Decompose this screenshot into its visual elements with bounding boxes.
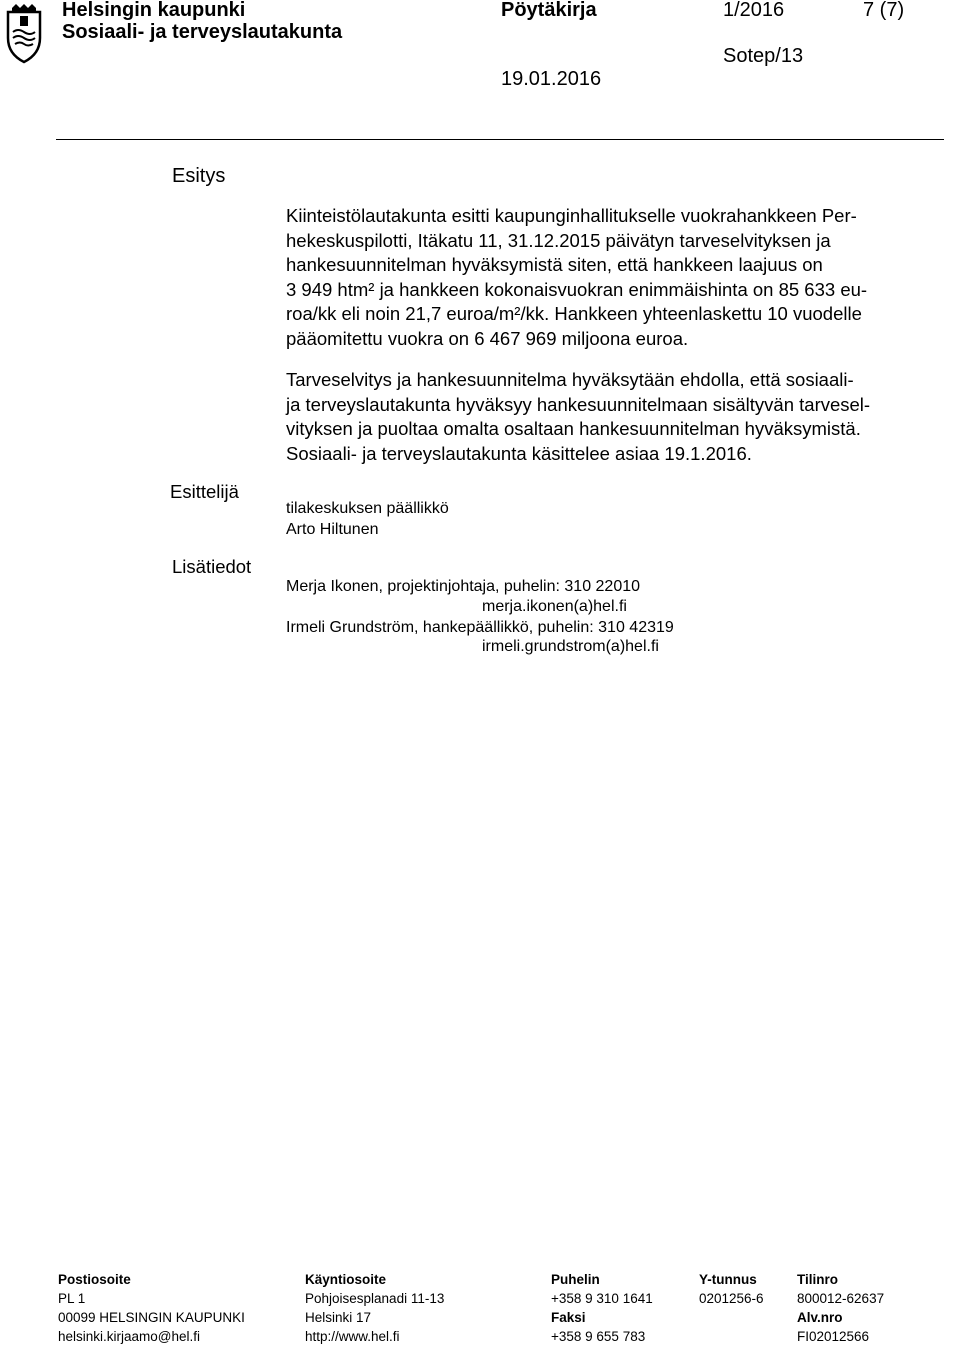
header-org: Helsingin kaupunki <box>62 0 246 21</box>
header-doc-number: 1/2016 <box>723 0 785 21</box>
header-unit: Sosiaali- ja terveyslautakunta <box>62 21 343 43</box>
text-line: hekeskuspilotti, Itäkatu 11, 31.12.2015 päivätyn tarveselvityksen ja <box>286 229 831 251</box>
esitys-paragraph-1 <box>286 204 867 351</box>
contact-2-email: irmeli.grundstrom(a)hel.fi <box>482 638 659 655</box>
footer-kayntiosoite <box>305 1270 444 1346</box>
footer-postiosoite <box>58 1270 245 1346</box>
helsinki-crest-logo <box>2 4 46 64</box>
header-divider <box>56 139 944 140</box>
text-line: 3 949 htm² ja hankkeen kokonaisvuokran enimmäishinta on 85 633 eu- <box>286 278 868 300</box>
section-label-esitys: Esitys <box>172 165 226 187</box>
text-line: pääomitettu vuokra on 6 467 969 miljoona euroa. <box>286 327 689 349</box>
footer-line: http://www.hel.fi <box>305 1329 400 1344</box>
header-page-number: 7 (7) <box>863 0 905 21</box>
footer-line: 0201256-6 <box>699 1291 764 1306</box>
footer-line: Pohjoisesplanadi 11-13 <box>305 1291 445 1306</box>
footer-label: Faksi <box>551 1310 586 1325</box>
text-line: Sosiaali- ja terveyslautakunta käsittelee asiaa 19.1.2016. <box>286 442 752 464</box>
footer-tilinro <box>797 1270 884 1346</box>
footer-line: FI02012566 <box>797 1329 870 1344</box>
footer-line: 800012-62637 <box>797 1291 885 1306</box>
footer-line: +358 9 655 783 <box>551 1329 646 1344</box>
esitys-paragraph-2 <box>286 368 870 466</box>
presenter-name: Arto Hiltunen <box>286 521 379 538</box>
text-line: vityksen ja puoltaa omalta osaltaan hankesuunnitelman hyväksymistä. <box>286 418 861 439</box>
header-date: 19.01.2016 <box>501 68 602 90</box>
text-line: ja terveyslautakunta hyväksyy hankesuunnitelmaan sisältyvän tarvesel- <box>286 393 871 415</box>
presenter-title: tilakeskuksen päällikkö <box>286 500 449 517</box>
footer-line: PL 1 <box>58 1291 86 1306</box>
footer-puhelin <box>551 1270 653 1346</box>
footer-line: helsinki.kirjaamo@hel.fi <box>58 1329 201 1344</box>
contact-1-email: merja.ikonen(a)hel.fi <box>482 598 627 615</box>
footer-ytunnus <box>699 1270 764 1308</box>
text-line: Kiinteistölautakunta esitti kaupunginhallitukselle vuokrahankkeen Per- <box>286 205 857 226</box>
footer-label: Puhelin <box>551 1272 600 1287</box>
text-line: roa/kk eli noin 21,7 euroa/m²/kk. Hankkeen yhteenlaskettu 10 vuodelle <box>286 303 862 324</box>
section-label-esittelija: Esittelijä <box>170 481 239 502</box>
footer-line: Helsinki 17 <box>305 1310 372 1325</box>
footer-label: Y-tunnus <box>699 1272 757 1287</box>
section-label-lisatiedot: Lisätiedot <box>172 556 252 577</box>
text-line: Tarveselvitys ja hankesuunnitelma hyväksytään ehdolla, että sosiaali- <box>286 369 854 390</box>
footer-line: 00099 HELSINGIN KAUPUNKI <box>58 1310 245 1325</box>
footer-label: Tilinro <box>797 1272 839 1287</box>
contact-2: Irmeli Grundström, hankepäällikkö, puhelin: 310 42319 <box>286 619 674 636</box>
footer-label: Postiosoite <box>58 1272 131 1287</box>
contact-1: Merja Ikonen, projektinjohtaja, puhelin: 310 22010 <box>286 578 641 595</box>
footer-label: Alv.nro <box>797 1310 843 1325</box>
footer-line: +358 9 310 1641 <box>551 1291 653 1306</box>
text-line: hankesuunnitelman hyväksymistä siten, että hankkeen laajuus on <box>286 254 823 275</box>
header-doc-type: Pöytäkirja <box>501 0 597 21</box>
footer-label: Käyntiosoite <box>305 1272 387 1287</box>
header-section: Sotep/13 <box>723 45 804 67</box>
